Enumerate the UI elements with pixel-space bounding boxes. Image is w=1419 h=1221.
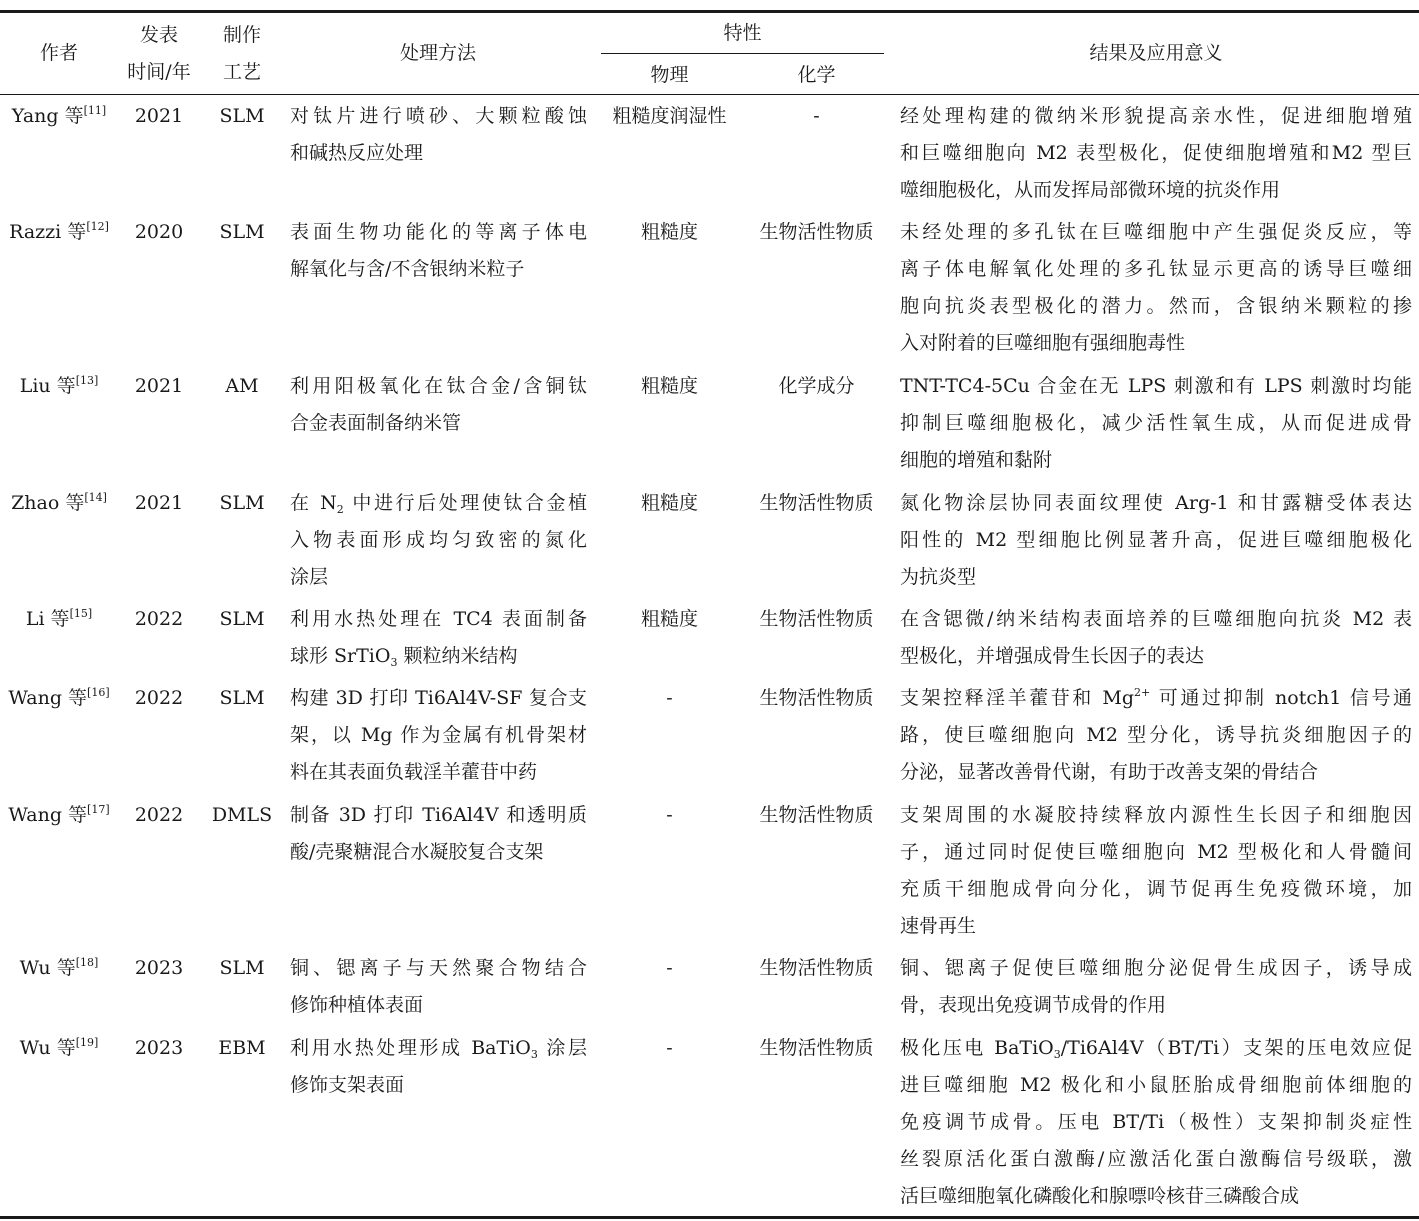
- result-line: 在含锶微/纳米结构表面培养的巨噬细胞向抗炎 M2 表: [900, 608, 1412, 630]
- cell-method: [290, 485, 587, 596]
- method-line: [290, 638, 587, 675]
- result-line: 入对附着的巨噬细胞有强细胞毒性: [900, 332, 1186, 354]
- author-name: Wu 等: [19, 1037, 76, 1059]
- author-name: Liu 等: [19, 375, 76, 397]
- result-line: 型极化，并增强成骨生长因子的表达: [900, 645, 1205, 667]
- cell-author: [0, 98, 118, 135]
- result-text: 支架控释淫羊藿苷和 Mg: [900, 687, 1135, 709]
- cell-year: 2021: [134, 105, 184, 127]
- result-line: 活巨噬细胞氧化磷酸化和腺嘌呤核苷三磷酸合成: [900, 1185, 1300, 1207]
- reference-marker: [12]: [86, 220, 109, 233]
- result-line: [900, 680, 1412, 717]
- result-line: 子，通过同时促使巨噬细胞向 M2 型极化和人骨髓间: [900, 841, 1412, 863]
- result-line: 离子体电解氧化处理的多孔钛显示更高的诱导巨噬细: [900, 258, 1412, 280]
- result-line: 分泌，显著改善骨代谢，有助于改善支架的骨结合: [900, 761, 1319, 783]
- top-rule: [0, 10, 1419, 13]
- cell-method: [290, 797, 587, 871]
- reference-marker: [13]: [75, 374, 99, 387]
- cell-author: [0, 214, 118, 251]
- cell-result: [900, 601, 1412, 675]
- cell-method: [290, 214, 587, 288]
- reference-marker: [17]: [87, 803, 110, 816]
- method-line: 修饰种植体表面: [290, 994, 424, 1016]
- cell-physical: -: [666, 804, 673, 826]
- header-rule: [0, 94, 1419, 95]
- header-process-line2: 工艺: [222, 61, 261, 83]
- method-text: 涂层: [537, 1037, 587, 1059]
- cell-physical: 粗糙度: [640, 221, 698, 243]
- header-result: 结果及应用意义: [1089, 42, 1223, 64]
- header-process-line1: 制作: [222, 24, 261, 46]
- cell-year: 2023: [134, 957, 184, 979]
- method-text: 利用水热处理形成 BaTiO: [290, 1037, 531, 1059]
- header-physical: 物理: [650, 64, 689, 86]
- cell-process: SLM: [219, 492, 265, 514]
- cell-chemical: 生物活性物质: [759, 608, 874, 630]
- header-chemical: 化学: [797, 64, 836, 86]
- result-line: 氮化物涂层协同表面纹理使 Arg-1 和甘露糖受体表达: [900, 492, 1412, 514]
- author-name: Yang 等: [11, 105, 84, 127]
- result-text: /Ti6Al4V（BT/Ti）支架的压电效应促: [1060, 1037, 1413, 1059]
- result-line: 为抗炎型: [900, 566, 977, 588]
- method-line: 对钛片进行喷砂、大颗粒酸蚀: [290, 105, 587, 127]
- cell-method: [290, 950, 587, 1024]
- reference-marker: [15]: [69, 607, 93, 620]
- method-line: 修饰支架表面: [290, 1074, 405, 1096]
- cell-year: 2022: [134, 608, 184, 630]
- cell-author: [0, 680, 118, 717]
- method-line: 架，以 Mg 作为金属有机骨架材: [290, 724, 587, 746]
- method-line: 制备 3D 打印 Ti6Al4V 和透明质: [290, 804, 587, 826]
- method-line: 解氧化与含/不含银纳米粒子: [290, 258, 525, 280]
- author-name: Razzi 等: [9, 221, 87, 243]
- result-line: 噬细胞极化，从而发挥局部微环境的抗炎作用: [900, 179, 1281, 201]
- cell-author: [0, 1030, 118, 1067]
- result-line: TNT-TC4-5Cu 合金在无 LPS 刺激和有 LPS 刺激时均能: [900, 375, 1412, 397]
- author-name: Li 等: [25, 608, 70, 630]
- method-line: 铜、锶离子与天然聚合物结合: [290, 957, 587, 979]
- result-line: 支架周围的水凝胶持续释放内源性生长因子和细胞因: [900, 804, 1412, 826]
- cell-author: [0, 485, 118, 522]
- cell-process: SLM: [219, 957, 265, 979]
- cell-method: [290, 601, 587, 675]
- reference-marker: [18]: [75, 956, 99, 969]
- cell-process: SLM: [219, 105, 265, 127]
- cell-chemical: 生物活性物质: [759, 804, 874, 826]
- method-line: 和碱热反应处理: [290, 142, 424, 164]
- cell-chemical: -: [813, 105, 820, 127]
- cell-author: [0, 797, 118, 834]
- cell-process: EBM: [218, 1037, 266, 1059]
- result-line: 胞向抗炎表型极化的潜力。然而，含银纳米颗粒的掺: [900, 295, 1412, 317]
- cell-author: [0, 368, 118, 405]
- cell-chemical: 生物活性物质: [759, 1037, 874, 1059]
- result-line: [900, 1030, 1412, 1067]
- method-line: [290, 485, 587, 522]
- result-line: 铜、锶离子促使巨噬细胞分泌促骨生成因子，诱导成: [900, 957, 1412, 979]
- subscript: 3: [530, 1048, 538, 1061]
- cell-author: [0, 950, 118, 987]
- cell-result: [900, 1030, 1412, 1215]
- result-text: 可通过抑制 notch1 信号通: [1150, 687, 1412, 709]
- result-line: 经处理构建的微纳米形貌提高亲水性，促进细胞增殖: [900, 105, 1412, 127]
- method-text: 颗粒纳米结构: [397, 645, 518, 667]
- result-line: 骨，表现出免疫调节成骨的作用: [900, 994, 1167, 1016]
- cell-year: 2021: [134, 492, 184, 514]
- method-line: 合金表面制备纳米管: [290, 412, 462, 434]
- method-line: [290, 1030, 587, 1067]
- cell-physical: -: [666, 1037, 673, 1059]
- cell-result: [900, 214, 1412, 362]
- cell-result: [900, 797, 1412, 945]
- cell-year: 2021: [134, 375, 184, 397]
- cell-chemical: 生物活性物质: [759, 957, 874, 979]
- cell-result: [900, 485, 1412, 596]
- header-author: 作者: [39, 42, 78, 64]
- result-line: 速骨再生: [900, 915, 977, 937]
- reference-marker: [11]: [83, 104, 107, 117]
- cell-chemical: 生物活性物质: [759, 221, 874, 243]
- method-line: 料在其表面负载淫羊藿苷中药: [290, 761, 538, 783]
- method-text: 在 N: [290, 492, 337, 514]
- method-line: 涂层: [290, 566, 329, 588]
- method-line: 入物表面形成均匀致密的氮化: [290, 529, 587, 551]
- bottom-rule: [0, 1216, 1419, 1219]
- cell-year: 2022: [134, 687, 184, 709]
- cell-physical: 粗糙度: [640, 375, 698, 397]
- header-method: 处理方法: [399, 42, 476, 64]
- result-line: 抑制巨噬细胞极化，减少活性氧生成，从而促进成骨: [900, 412, 1412, 434]
- cell-method: [290, 98, 587, 172]
- cell-physical: -: [666, 687, 673, 709]
- cell-process: SLM: [219, 608, 265, 630]
- method-line: 构建 3D 打印 Ti6Al4V-SF 复合支: [290, 687, 587, 709]
- header-property: 特性: [723, 22, 762, 44]
- cell-physical: 粗糙度: [640, 492, 698, 514]
- result-line: 进巨噬细胞 M2 极化和小鼠胚胎成骨细胞前体细胞的: [900, 1074, 1412, 1096]
- cell-year: 2023: [134, 1037, 184, 1059]
- cell-chemical: 生物活性物质: [759, 687, 874, 709]
- cell-result: [900, 98, 1412, 209]
- cell-author: [0, 601, 118, 638]
- cell-physical: -: [666, 957, 673, 979]
- cell-method: [290, 680, 587, 791]
- method-line: 利用阳极氧化在钛合金/含铜钛: [290, 375, 587, 397]
- cell-result: [900, 368, 1412, 479]
- superscript: 2+: [1134, 686, 1151, 699]
- subscript: 2: [336, 503, 344, 516]
- header-year-line2: 时间/年: [127, 61, 191, 83]
- cell-process: SLM: [219, 221, 265, 243]
- cell-year: 2020: [134, 221, 184, 243]
- cell-result: [900, 950, 1412, 1024]
- result-line: 和巨噬细胞向 M2 表型极化，促使细胞增殖和M2 型巨: [900, 142, 1412, 164]
- author-name: Zhao 等: [11, 492, 85, 514]
- author-name: Wu 等: [19, 957, 76, 979]
- cell-process: AM: [225, 375, 259, 397]
- subscript: 3: [1053, 1048, 1061, 1061]
- reference-marker: [14]: [84, 491, 107, 504]
- result-line: 路，使巨噬细胞向 M2 型分化，诱导抗炎细胞因子的: [900, 724, 1412, 746]
- method-line: 酸/壳聚糖混合水凝胶复合支架: [290, 841, 544, 863]
- cell-chemical: 化学成分: [778, 375, 855, 397]
- result-line: 未经处理的多孔钛在巨噬细胞中产生强促炎反应，等: [900, 221, 1412, 243]
- result-line: 免疫调节成骨。压电 BT/Ti（极性）支架抑制炎症性: [900, 1111, 1412, 1133]
- result-text: 极化压电 BaTiO: [900, 1037, 1054, 1059]
- cell-year: 2022: [134, 804, 184, 826]
- reference-marker: [16]: [87, 686, 110, 699]
- reference-marker: [19]: [75, 1036, 99, 1049]
- cell-method: [290, 1030, 587, 1104]
- result-line: 丝裂原活化蛋白激酶/应激活化蛋白激酶信号级联，激: [900, 1148, 1412, 1170]
- cell-chemical: 生物活性物质: [759, 492, 874, 514]
- result-line: 细胞的增殖和黏附: [900, 449, 1053, 471]
- subscript: 3: [390, 656, 398, 669]
- author-name: Wang 等: [8, 804, 88, 826]
- method-line: 利用水热处理在 TC4 表面制备: [290, 608, 587, 630]
- method-text: 中进行后处理使钛合金植: [343, 492, 587, 514]
- result-line: 阳性的 M2 型细胞比例显著升高，促进巨噬细胞极化: [900, 529, 1412, 551]
- method-text: 球形 SrTiO: [290, 645, 391, 667]
- property-subheader-rule: [601, 53, 884, 54]
- author-name: Wang 等: [8, 687, 88, 709]
- cell-physical: 粗糙度润湿性: [612, 105, 727, 127]
- cell-result: [900, 680, 1412, 791]
- result-line: 充质干细胞成骨向分化，调节促再生免疫微环境，加: [900, 878, 1412, 900]
- cell-method: [290, 368, 587, 442]
- method-line: 表面生物功能化的等离子体电: [290, 221, 587, 243]
- header-year-line1: 发表: [139, 24, 178, 46]
- cell-process: SLM: [219, 687, 265, 709]
- cell-physical: 粗糙度: [640, 608, 698, 630]
- cell-process: DMLS: [211, 804, 273, 826]
